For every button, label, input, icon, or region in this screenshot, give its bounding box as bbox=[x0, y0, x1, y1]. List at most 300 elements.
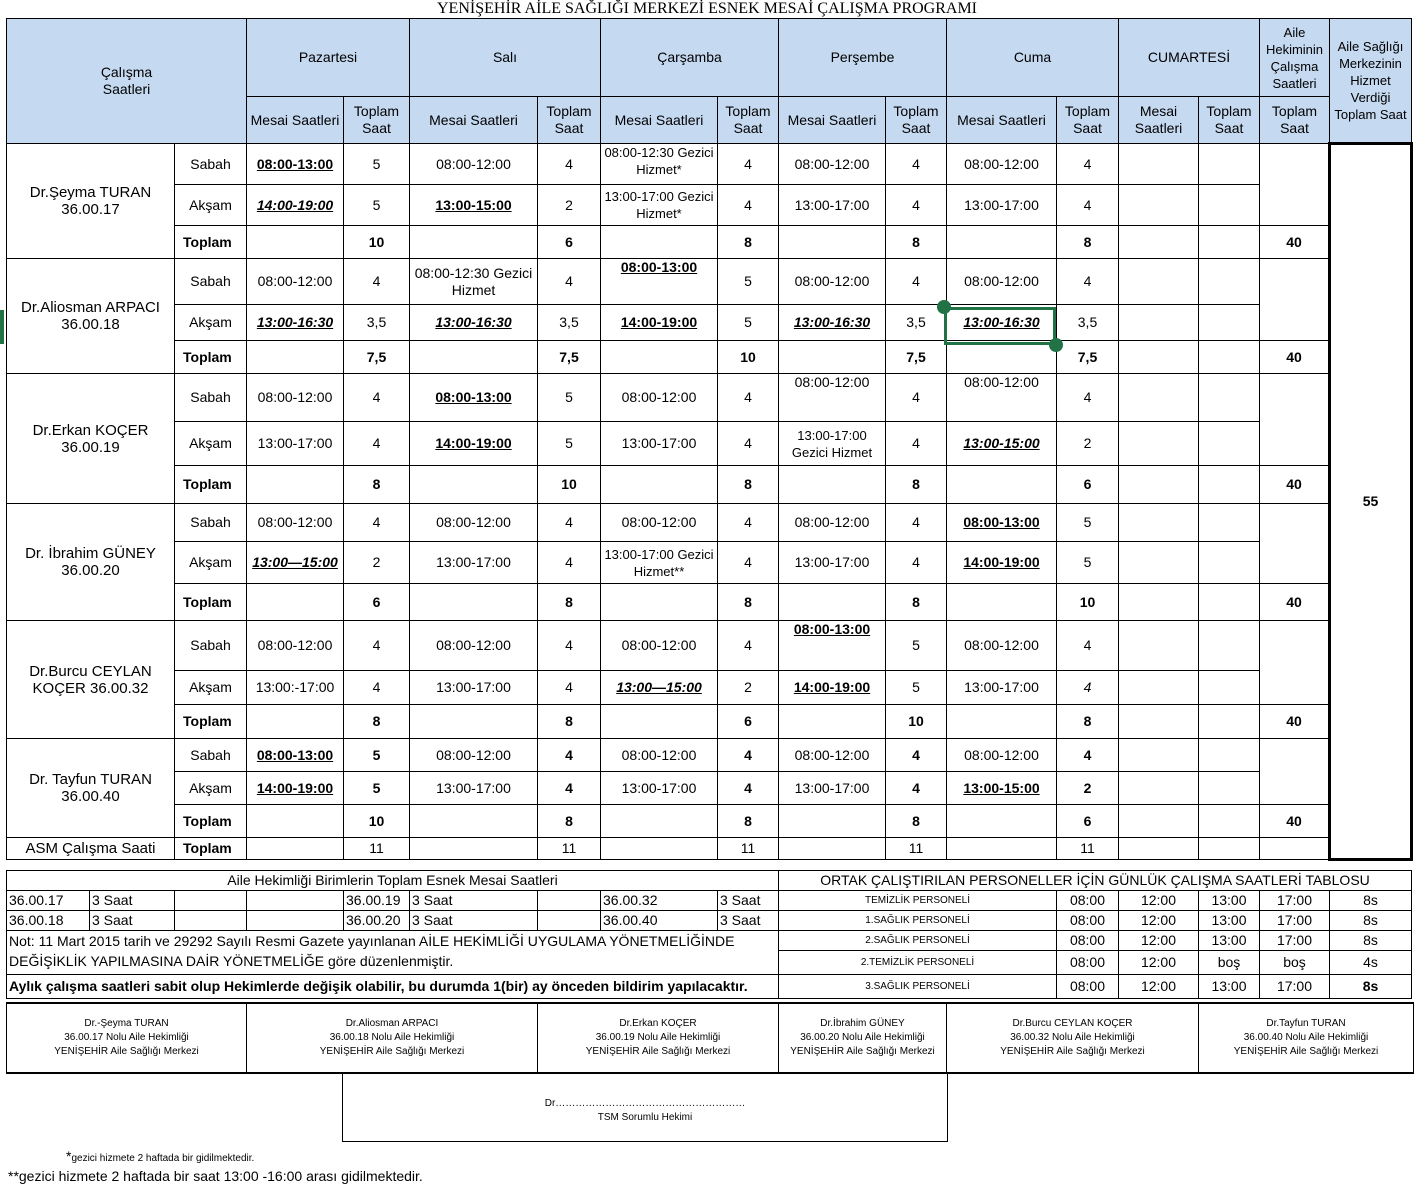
shift-time[interactable]: 08:00-12:00 bbox=[410, 504, 538, 542]
shift-hours[interactable]: 2 bbox=[1057, 422, 1119, 466]
saturday-cell[interactable] bbox=[1119, 226, 1199, 259]
saturday-cell[interactable] bbox=[1199, 466, 1260, 504]
saturday-cell[interactable] bbox=[1199, 705, 1260, 739]
saturday-cell[interactable] bbox=[1119, 621, 1199, 671]
empty-cell[interactable] bbox=[247, 911, 344, 931]
empty-cell[interactable] bbox=[947, 466, 1057, 504]
shift-hours[interactable]: 4 bbox=[718, 739, 779, 772]
saturday-cell[interactable] bbox=[1119, 772, 1199, 805]
day-total[interactable]: 8 bbox=[718, 226, 779, 259]
shift-hours[interactable]: 4 bbox=[1057, 144, 1119, 185]
weekly-total[interactable]: 40 bbox=[1260, 466, 1330, 504]
empty-cell[interactable] bbox=[247, 891, 344, 911]
flex-hours[interactable]: 3 Saat bbox=[718, 891, 779, 911]
shift-hours[interactable]: 4 bbox=[538, 671, 601, 705]
shift-time[interactable]: 08:00-12:30 Gezici Hizmet bbox=[410, 259, 538, 305]
shift-hours[interactable]: 4 bbox=[718, 185, 779, 226]
staff-time[interactable]: 12:00 bbox=[1119, 911, 1199, 931]
signature-line: 36.00.32 Nolu Aile Hekimliği bbox=[1010, 1032, 1135, 1043]
shift-hours[interactable]: 4 bbox=[886, 739, 947, 772]
shift-hours[interactable]: 5 bbox=[538, 374, 601, 422]
saturday-cell[interactable] bbox=[1199, 374, 1260, 422]
saturday-cell[interactable] bbox=[1119, 805, 1199, 838]
shift-time[interactable]: 13:00-17:00 bbox=[601, 772, 718, 805]
day-total[interactable]: 8 bbox=[886, 226, 947, 259]
flex-hours[interactable]: 3 Saat bbox=[410, 911, 538, 931]
shift-hours[interactable]: 3,5 bbox=[344, 305, 410, 341]
shift-hours[interactable]: 4 bbox=[538, 739, 601, 772]
asm-day-hours[interactable]: 11 bbox=[538, 838, 601, 860]
shift-hours[interactable]: 4 bbox=[538, 504, 601, 542]
shift-hours[interactable]: 4 bbox=[1057, 671, 1119, 705]
shift-time[interactable]: 08:00-12:30 Gezici Hizmet* bbox=[601, 144, 718, 185]
empty-cell[interactable] bbox=[1119, 838, 1199, 860]
shift-time[interactable]: 14:00-19:00 bbox=[247, 185, 344, 226]
empty-cell[interactable] bbox=[601, 584, 718, 621]
shift-hours[interactable]: 4 bbox=[538, 144, 601, 185]
shift-hours[interactable]: 4 bbox=[718, 422, 779, 466]
saturday-cell[interactable] bbox=[1119, 422, 1199, 466]
shift-hours[interactable]: 4 bbox=[886, 772, 947, 805]
empty-cell[interactable] bbox=[779, 584, 886, 621]
shift-time[interactable]: 13:00-17:00 bbox=[779, 772, 886, 805]
saturday-cell[interactable] bbox=[1199, 259, 1260, 305]
shift-time[interactable]: 08:00-12:00 bbox=[247, 374, 344, 422]
day-total[interactable]: 10 bbox=[886, 705, 947, 739]
day-total[interactable]: 7,5 bbox=[886, 341, 947, 374]
shift-hours[interactable]: 4 bbox=[538, 621, 601, 671]
shift-time[interactable]: 08:00-13:00 bbox=[410, 374, 538, 422]
saturday-cell[interactable] bbox=[1119, 671, 1199, 705]
saturday-cell[interactable] bbox=[1199, 671, 1260, 705]
empty-cell[interactable] bbox=[410, 466, 538, 504]
staff-time[interactable]: 12:00 bbox=[1119, 975, 1199, 999]
shift-hours[interactable]: 4 bbox=[1057, 259, 1119, 305]
staff-name: TEMİZLİK PERSONELİ bbox=[779, 891, 1057, 911]
day-total[interactable]: 10 bbox=[344, 226, 410, 259]
shift-time[interactable]: 08:00-12:00 bbox=[779, 259, 886, 305]
saturday-cell[interactable] bbox=[1119, 341, 1199, 374]
schedule-row bbox=[7, 144, 1412, 185]
shift-hours[interactable]: 4 bbox=[886, 144, 947, 185]
empty-cell[interactable] bbox=[247, 466, 344, 504]
saturday-cell[interactable] bbox=[1199, 422, 1260, 466]
shift-time[interactable]: 14:00-19:00 bbox=[247, 772, 344, 805]
staff-time[interactable]: 08:00 bbox=[1057, 891, 1119, 911]
staff-time[interactable]: 08:00 bbox=[1057, 911, 1119, 931]
shift-time[interactable]: 13:00—15:00 bbox=[247, 542, 344, 584]
shift-hours[interactable]: 4 bbox=[886, 504, 947, 542]
day-total[interactable]: 10 bbox=[718, 341, 779, 374]
flex-hours[interactable]: 3 Saat bbox=[90, 891, 175, 911]
schedule-row bbox=[7, 341, 1412, 374]
empty-cell[interactable] bbox=[247, 341, 344, 374]
shift-hours[interactable]: 5 bbox=[886, 671, 947, 705]
saturday-cell[interactable] bbox=[1119, 739, 1199, 772]
shift-label: Sabah bbox=[175, 739, 247, 772]
empty-cell[interactable] bbox=[247, 226, 344, 259]
staff-time[interactable]: 12:00 bbox=[1119, 951, 1199, 975]
shift-hours[interactable]: 4 bbox=[886, 374, 947, 422]
saturday-cell[interactable] bbox=[1199, 542, 1260, 584]
shift-hours[interactable]: 4 bbox=[1057, 739, 1119, 772]
day-total[interactable]: 7,5 bbox=[1057, 341, 1119, 374]
shift-time[interactable]: 08:00-13:00 bbox=[601, 259, 718, 305]
empty-cell[interactable] bbox=[175, 911, 247, 931]
saturday-cell[interactable] bbox=[1199, 226, 1260, 259]
day-total[interactable]: 6 bbox=[344, 584, 410, 621]
regulation-note: Not: 11 Mart 2015 tarih ve 29292 Sayılı Resmi Gazete yayınlanan AİLE HEKİMLİĞİ UYGULAMA YÖNETMELİĞİNDE DEĞİŞİKLİK YAPILMASINA DAİR YÖNETMELİĞE göre düzenlenmiştir. bbox=[7, 931, 779, 975]
flex-unit[interactable]: 36.00.19 bbox=[344, 891, 410, 911]
staff-time[interactable]: 12:00 bbox=[1119, 891, 1199, 911]
staff-time[interactable]: 17:00 bbox=[1260, 975, 1330, 999]
staff-time[interactable]: 8s bbox=[1330, 891, 1412, 911]
empty-cell[interactable] bbox=[410, 805, 538, 838]
empty-cell[interactable] bbox=[601, 466, 718, 504]
shift-hours[interactable]: 2 bbox=[344, 542, 410, 584]
day-total[interactable]: 8 bbox=[538, 805, 601, 838]
shift-hours[interactable]: 4 bbox=[344, 621, 410, 671]
shift-hours[interactable]: 4 bbox=[344, 422, 410, 466]
shift-time[interactable]: 13:00-15:00 bbox=[947, 772, 1057, 805]
shift-time[interactable]: 08:00-12:00 bbox=[410, 739, 538, 772]
empty-cell[interactable] bbox=[601, 226, 718, 259]
shift-time[interactable]: 08:00-12:00 bbox=[779, 144, 886, 185]
shift-time[interactable]: 08:00-12:00 bbox=[601, 504, 718, 542]
shift-time[interactable]: 08:00-13:00 bbox=[779, 621, 886, 671]
shift-hours[interactable]: 5 bbox=[344, 144, 410, 185]
asm-day-hours[interactable]: 11 bbox=[1057, 838, 1119, 860]
weekly-total[interactable]: 40 bbox=[1260, 226, 1330, 259]
shift-label: Sabah bbox=[175, 374, 247, 422]
shift-hours[interactable]: 5 bbox=[538, 422, 601, 466]
staff-time[interactable]: 13:00 bbox=[1199, 911, 1260, 931]
shift-hours[interactable]: 5 bbox=[344, 772, 410, 805]
shift-time[interactable]: 13:00-17:00 bbox=[779, 185, 886, 226]
empty-cell[interactable] bbox=[947, 705, 1057, 739]
saturday-cell[interactable] bbox=[1119, 466, 1199, 504]
shift-time[interactable]: 08:00-12:00 bbox=[947, 259, 1057, 305]
day-total[interactable]: 8 bbox=[344, 466, 410, 504]
asm-day-hours[interactable]: 11 bbox=[718, 838, 779, 860]
staff-time[interactable]: 8s bbox=[1330, 911, 1412, 931]
schedule-row bbox=[7, 259, 1412, 305]
asm-day-hours[interactable]: 11 bbox=[344, 838, 410, 860]
asm-label: ASM Çalışma Saati bbox=[7, 838, 175, 860]
day-total[interactable]: 10 bbox=[538, 466, 601, 504]
shift-hours[interactable]: 3,5 bbox=[1057, 305, 1119, 341]
flex-unit[interactable]: 36.00.40 bbox=[601, 911, 718, 931]
staff-time[interactable]: 13:00 bbox=[1199, 975, 1260, 999]
day-total[interactable]: 6 bbox=[1057, 805, 1119, 838]
saturday-cell[interactable] bbox=[1199, 805, 1260, 838]
shift-time[interactable]: 14:00-19:00 bbox=[947, 542, 1057, 584]
saturday-cell[interactable] bbox=[1199, 305, 1260, 341]
weekly-total[interactable]: 40 bbox=[1260, 705, 1330, 739]
shift-time[interactable]: 08:00-12:00 bbox=[601, 621, 718, 671]
day-total[interactable]: 6 bbox=[718, 705, 779, 739]
shift-hours[interactable]: 4 bbox=[886, 185, 947, 226]
empty-cell[interactable] bbox=[779, 838, 886, 860]
saturday-cell[interactable] bbox=[1119, 374, 1199, 422]
shift-hours[interactable]: 5 bbox=[718, 259, 779, 305]
saturday-cell[interactable] bbox=[1199, 739, 1260, 772]
day-total[interactable]: 8 bbox=[538, 705, 601, 739]
empty-cell[interactable] bbox=[247, 705, 344, 739]
empty-cell[interactable] bbox=[1260, 838, 1330, 860]
empty-cell[interactable] bbox=[410, 584, 538, 621]
shift-time[interactable]: 13:00-17:00 bbox=[410, 542, 538, 584]
flex-hours[interactable]: 3 Saat bbox=[718, 911, 779, 931]
saturday-cell[interactable] bbox=[1119, 305, 1199, 341]
shift-hours[interactable]: 4 bbox=[344, 259, 410, 305]
day-total[interactable]: 8 bbox=[718, 466, 779, 504]
shift-time[interactable]: 08:00-12:00 bbox=[247, 621, 344, 671]
saturday-cell[interactable] bbox=[1119, 504, 1199, 542]
shift-hours[interactable]: 4 bbox=[538, 772, 601, 805]
shift-hours[interactable]: 5 bbox=[886, 621, 947, 671]
shift-time[interactable]: 08:00-13:00 bbox=[947, 504, 1057, 542]
day-total[interactable]: 8 bbox=[718, 584, 779, 621]
shift-time[interactable]: 08:00-12:00 bbox=[779, 739, 886, 772]
shift-time[interactable]: 13:00-17:00 bbox=[601, 422, 718, 466]
weekly-total[interactable]: 40 bbox=[1260, 584, 1330, 621]
shift-time[interactable]: 13:00-17:00 bbox=[410, 772, 538, 805]
asm-day-hours[interactable]: 11 bbox=[886, 838, 947, 860]
empty-cell[interactable] bbox=[538, 891, 601, 911]
shift-hours[interactable]: 2 bbox=[538, 185, 601, 226]
staff-time[interactable]: 12:00 bbox=[1119, 931, 1199, 951]
shift-time[interactable]: 13:00-16:30 bbox=[947, 305, 1057, 341]
shift-time[interactable]: 13:00-16:30 bbox=[247, 305, 344, 341]
shift-time[interactable]: 13:00-17:00 bbox=[410, 671, 538, 705]
shift-time[interactable]: 13:00-16:30 bbox=[410, 305, 538, 341]
staff-time[interactable]: 17:00 bbox=[1260, 931, 1330, 951]
shift-hours[interactable]: 4 bbox=[1057, 185, 1119, 226]
shift-hours[interactable]: 3,5 bbox=[538, 305, 601, 341]
shift-hours[interactable]: 5 bbox=[344, 185, 410, 226]
day-total[interactable]: 8 bbox=[718, 805, 779, 838]
saturday-cell[interactable] bbox=[1199, 341, 1260, 374]
empty-cell[interactable] bbox=[410, 705, 538, 739]
empty-cell[interactable] bbox=[779, 466, 886, 504]
selection-handle[interactable] bbox=[937, 300, 951, 314]
footnote-2: **gezici hizmete 2 haftada bir saat 13:00 -16:00 arası gidilmektedir. bbox=[8, 1168, 423, 1184]
shift-hours[interactable]: 3,5 bbox=[886, 305, 947, 341]
empty-cell[interactable] bbox=[779, 805, 886, 838]
shift-hours[interactable]: 4 bbox=[538, 542, 601, 584]
selection-handle[interactable] bbox=[1049, 338, 1063, 352]
shift-time[interactable]: 13:00—15:00 bbox=[601, 671, 718, 705]
shift-hours[interactable]: 5 bbox=[1057, 542, 1119, 584]
empty-cell[interactable] bbox=[779, 341, 886, 374]
empty-cell[interactable] bbox=[410, 838, 538, 860]
empty-cell[interactable] bbox=[947, 226, 1057, 259]
shift-hours[interactable]: 4 bbox=[344, 671, 410, 705]
shift-time[interactable]: 08:00-12:00 bbox=[410, 144, 538, 185]
shift-hours[interactable]: 4 bbox=[344, 504, 410, 542]
shift-time[interactable]: 13:00-17:00 Gezici Hizmet* bbox=[601, 185, 718, 226]
shift-time[interactable]: 13:00-16:30 bbox=[779, 305, 886, 341]
shift-hours[interactable]: 2 bbox=[1057, 772, 1119, 805]
signature-line: 36.00.17 Nolu Aile Hekimliği bbox=[64, 1032, 189, 1043]
saturday-cell[interactable] bbox=[1199, 504, 1260, 542]
shift-time[interactable]: 08:00-12:00 bbox=[947, 739, 1057, 772]
shift-time[interactable]: 13:00-17:00 bbox=[247, 422, 344, 466]
weekly-spacer bbox=[1260, 374, 1330, 466]
flex-unit[interactable]: 36.00.32 bbox=[601, 891, 718, 911]
shift-hours[interactable]: 4 bbox=[886, 259, 947, 305]
flex-unit[interactable]: 36.00.17 bbox=[7, 891, 90, 911]
shift-hours[interactable]: 2 bbox=[718, 671, 779, 705]
saturday-cell[interactable] bbox=[1119, 259, 1199, 305]
shift-time[interactable]: 13:00-15:00 bbox=[947, 422, 1057, 466]
day-total[interactable]: 7,5 bbox=[538, 341, 601, 374]
staff-time[interactable]: 8s bbox=[1330, 931, 1412, 951]
empty-cell[interactable] bbox=[538, 911, 601, 931]
shift-time[interactable]: 08:00-13:00 bbox=[247, 144, 344, 185]
shift-time[interactable]: 08:00-12:00 bbox=[601, 739, 718, 772]
staff-time[interactable]: 08:00 bbox=[1057, 931, 1119, 951]
staff-time[interactable]: 17:00 bbox=[1260, 911, 1330, 931]
shift-hours[interactable]: 4 bbox=[718, 144, 779, 185]
shift-time[interactable]: 08:00-12:00 bbox=[779, 504, 886, 542]
staff-time[interactable]: 8s bbox=[1330, 975, 1412, 999]
page-title: YENİŞEHİR AİLE SAĞLIĞI MERKEZİ ESNEK MESAİ ÇALIŞMA PROGRAMI bbox=[437, 0, 977, 17]
empty-cell[interactable] bbox=[1199, 838, 1260, 860]
saturday-cell[interactable] bbox=[1199, 772, 1260, 805]
empty-cell[interactable] bbox=[247, 838, 344, 860]
shift-time[interactable]: 08:00-13:00 bbox=[247, 739, 344, 772]
shift-time[interactable]: 08:00-12:00 bbox=[601, 374, 718, 422]
shift-time[interactable]: 13:00-17:00 bbox=[779, 542, 886, 584]
staff-time[interactable]: 4s bbox=[1330, 951, 1412, 975]
shift-hours[interactable]: 5 bbox=[1057, 504, 1119, 542]
staff-time[interactable]: boş bbox=[1199, 951, 1260, 975]
day-total[interactable]: 8 bbox=[886, 805, 947, 838]
shift-label: Akşam bbox=[175, 422, 247, 466]
empty-cell[interactable] bbox=[947, 584, 1057, 621]
empty-cell[interactable] bbox=[175, 891, 247, 911]
empty-cell[interactable] bbox=[779, 226, 886, 259]
flex-unit[interactable]: 36.00.18 bbox=[7, 911, 90, 931]
staff-time[interactable]: 13:00 bbox=[1199, 931, 1260, 951]
flex-hours[interactable]: 3 Saat bbox=[90, 911, 175, 931]
shift-hours[interactable]: 4 bbox=[538, 259, 601, 305]
saturday-cell[interactable] bbox=[1119, 584, 1199, 621]
subheader-doctor-total: Toplam Saat bbox=[1260, 97, 1330, 144]
saturday-cell[interactable] bbox=[1119, 542, 1199, 584]
shift-time[interactable]: 14:00-19:00 bbox=[410, 422, 538, 466]
empty-cell[interactable] bbox=[947, 341, 1057, 374]
day-total[interactable]: 8 bbox=[538, 584, 601, 621]
day-total[interactable]: 7,5 bbox=[344, 341, 410, 374]
shift-time[interactable]: 13:00-17:00 Gezici Hizmet bbox=[779, 422, 886, 466]
staff-time[interactable]: 17:00 bbox=[1260, 891, 1330, 911]
empty-cell[interactable] bbox=[947, 805, 1057, 838]
shift-hours[interactable]: 5 bbox=[344, 739, 410, 772]
empty-cell[interactable] bbox=[601, 705, 718, 739]
shift-hours[interactable]: 4 bbox=[718, 374, 779, 422]
shift-hours[interactable]: 4 bbox=[886, 542, 947, 584]
staff-time[interactable]: boş bbox=[1260, 951, 1330, 975]
shift-time[interactable]: 14:00-19:00 bbox=[601, 305, 718, 341]
empty-cell[interactable] bbox=[947, 838, 1057, 860]
doctor-signature bbox=[947, 1003, 1199, 1073]
empty-cell[interactable] bbox=[601, 341, 718, 374]
shift-time[interactable]: 13:00:-17:00 bbox=[247, 671, 344, 705]
shift-hours[interactable]: 4 bbox=[1057, 374, 1119, 422]
day-total[interactable]: 6 bbox=[1057, 466, 1119, 504]
cell-selection[interactable] bbox=[944, 307, 1056, 345]
day-total[interactable]: 8 bbox=[886, 584, 947, 621]
shift-time[interactable]: 08:00-12:00 bbox=[947, 144, 1057, 185]
shift-hours[interactable]: 5 bbox=[718, 305, 779, 341]
shift-hours[interactable]: 4 bbox=[344, 374, 410, 422]
shift-time[interactable]: 13:00-17:00 bbox=[947, 671, 1057, 705]
empty-cell[interactable] bbox=[410, 341, 538, 374]
flex-hours[interactable]: 3 Saat bbox=[410, 891, 538, 911]
flex-unit[interactable]: 36.00.20 bbox=[344, 911, 410, 931]
staff-time[interactable]: 13:00 bbox=[1199, 891, 1260, 911]
saturday-cell[interactable] bbox=[1119, 705, 1199, 739]
empty-cell[interactable] bbox=[601, 805, 718, 838]
shift-hours[interactable]: 4 bbox=[718, 621, 779, 671]
day-total[interactable]: 8 bbox=[1057, 705, 1119, 739]
saturday-cell[interactable] bbox=[1119, 144, 1199, 185]
empty-cell[interactable] bbox=[247, 805, 344, 838]
day-total[interactable]: 10 bbox=[1057, 584, 1119, 621]
shift-hours[interactable]: 4 bbox=[718, 542, 779, 584]
empty-cell[interactable] bbox=[247, 584, 344, 621]
schedule-row bbox=[7, 374, 1412, 422]
weekly-total[interactable]: 40 bbox=[1260, 341, 1330, 374]
empty-cell[interactable] bbox=[410, 226, 538, 259]
shift-time[interactable]: 08:00-12:00 bbox=[947, 621, 1057, 671]
shift-time[interactable]: 08:00-12:00 bbox=[410, 621, 538, 671]
staff-time[interactable]: 08:00 bbox=[1057, 975, 1119, 999]
day-total[interactable]: 8 bbox=[886, 466, 947, 504]
shift-time[interactable]: 13:00-15:00 bbox=[410, 185, 538, 226]
shift-time[interactable]: 14:00-19:00 bbox=[779, 671, 886, 705]
day-total[interactable]: 6 bbox=[538, 226, 601, 259]
weekly-total[interactable]: 40 bbox=[1260, 805, 1330, 838]
shift-hours[interactable]: 4 bbox=[718, 772, 779, 805]
day-total[interactable]: 8 bbox=[344, 705, 410, 739]
shift-hours[interactable]: 4 bbox=[718, 504, 779, 542]
shift-hours[interactable]: 4 bbox=[886, 422, 947, 466]
saturday-cell[interactable] bbox=[1199, 185, 1260, 226]
empty-cell[interactable] bbox=[779, 705, 886, 739]
saturday-cell[interactable] bbox=[1119, 185, 1199, 226]
staff-time[interactable]: 08:00 bbox=[1057, 951, 1119, 975]
day-total[interactable]: 10 bbox=[344, 805, 410, 838]
shift-hours[interactable]: 4 bbox=[1057, 621, 1119, 671]
shift-time[interactable]: 13:00-17:00 Gezici Hizmet** bbox=[601, 542, 718, 584]
saturday-cell[interactable] bbox=[1199, 621, 1260, 671]
shift-time[interactable]: 13:00-17:00 bbox=[947, 185, 1057, 226]
shift-time[interactable]: 08:00-12:00 bbox=[247, 504, 344, 542]
signature-line: 36.00.40 Nolu Aile Hekimliği bbox=[1243, 1032, 1369, 1043]
saturday-cell[interactable] bbox=[1199, 144, 1260, 185]
empty-cell[interactable] bbox=[601, 838, 718, 860]
shift-time[interactable]: 08:00-12:00 bbox=[247, 259, 344, 305]
saturday-cell[interactable] bbox=[1199, 584, 1260, 621]
shift-time[interactable]: 08:00-12:00 bbox=[947, 374, 1057, 422]
signature-line: Dr.Aliosman ARPACI bbox=[345, 1018, 439, 1029]
day-total[interactable]: 8 bbox=[1057, 226, 1119, 259]
shift-time[interactable]: 08:00-12:00 bbox=[779, 374, 886, 422]
